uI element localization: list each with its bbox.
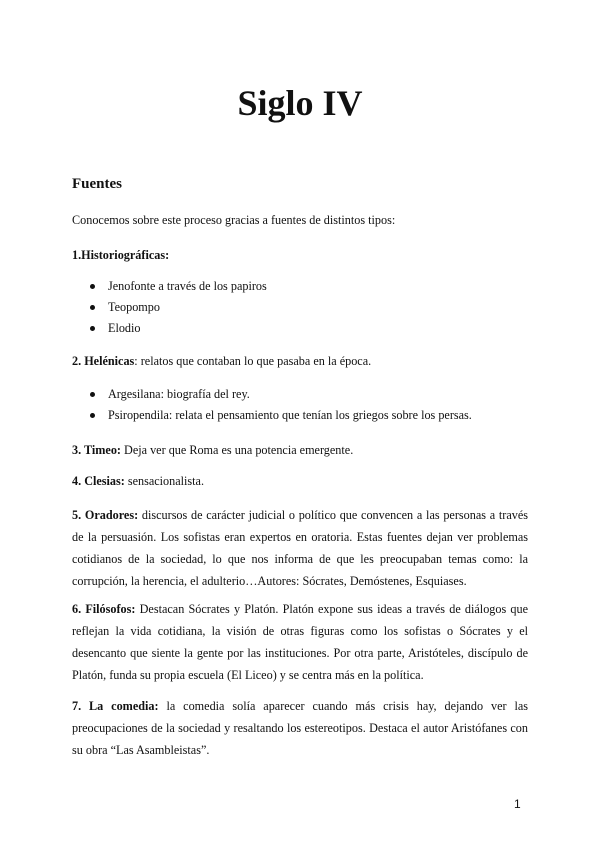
section-2-paragraph: [72, 350, 528, 372]
section-2-text: : relatos que contaban lo que pasaba en la época.: [134, 354, 372, 368]
page-number: 1: [514, 797, 521, 811]
section-7-paragraph: [72, 695, 528, 761]
section-7-title: 7. La comedia:: [72, 699, 159, 713]
section-1-list: [72, 276, 267, 339]
section-5-text: discursos de carácter judicial o político que convencen a las personas a través de la persuasión. Los sofistas eran expertos en oratoria. Estas fuentes dejan ver problemas cotidianos de la sociedad, lo que nos informa de que les preocupaban temas como: la corrupción, la herencia, el adulterio…Autores: Sócrates, Demóstenes, Esquiases.: [72, 508, 528, 588]
section-2-title: 2. Helénicas: [72, 354, 135, 368]
section-1-label: [72, 244, 528, 266]
section-3-title: 3. Timeo:: [72, 443, 121, 457]
section-5-paragraph: [72, 504, 528, 592]
section-3-paragraph: [72, 439, 528, 461]
list-item: Teopompo: [72, 297, 267, 318]
section-6-text: Destacan Sócrates y Platón. Platón expone sus ideas a través de diálogos que reflejan la vida cotidiana, la visión de otras figuras como los sofistas o Sócrates y el desencanto que siente la gente por las instituciones. Por otra parte, Aristóteles, discípulo de Platón, funda su propia escuela (El Liceo) y se centra más en la política.: [72, 602, 528, 682]
intro-paragraph: Conocemos sobre este proceso gracias a fuentes de distintos tipos:: [72, 213, 396, 227]
page-title: Siglo IV: [237, 83, 363, 123]
section-6-title: 6. Filósofos:: [72, 602, 136, 616]
section-4-text: sensacionalista.: [124, 474, 205, 488]
section-5-title: 5. Oradores:: [72, 508, 139, 522]
list-item: Jenofonte a través de los papiros: [72, 276, 267, 297]
section-4-title: 4. Clesias:: [72, 474, 125, 488]
section-7-text: la comedia solía aparecer cuando más crisis hay, dejando ver las preocupaciones de la sociedad y resaltando los estereotipos. Destaca el autor Aristófanes con su obra “Las Asambleistas”.: [72, 699, 528, 757]
section-2-list: [72, 384, 472, 426]
section-6-paragraph: [72, 598, 528, 686]
section-3-text: Deja ver que Roma es una potencia emergente.: [120, 443, 354, 457]
list-item: Elodio: [72, 318, 267, 339]
list-item: Psiropendila: relata el pensamiento que tenían los griegos sobre los persas.: [72, 405, 472, 426]
list-item: Argesilana: biografía del rey.: [72, 384, 472, 405]
section-heading: Fuentes: [72, 176, 122, 192]
section-4-paragraph: [72, 470, 528, 492]
section-1-title: 1.Historiográficas:: [72, 248, 170, 262]
